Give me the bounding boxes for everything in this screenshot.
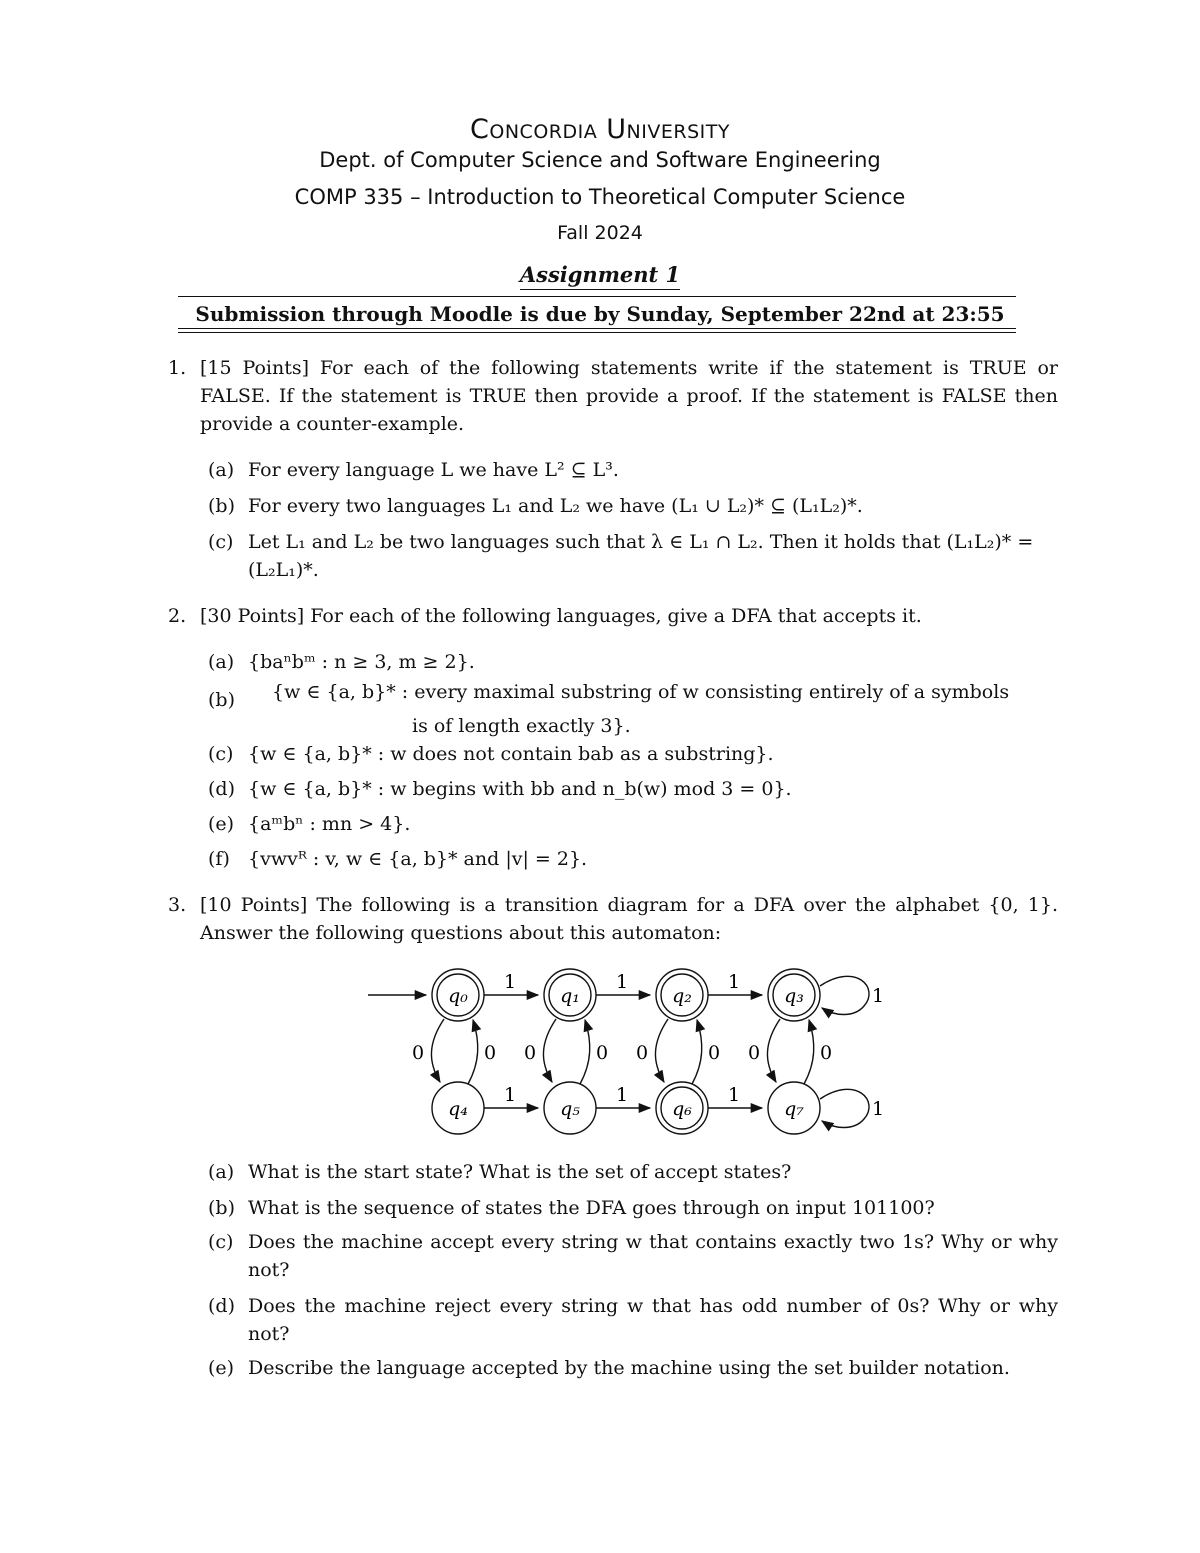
question-text: [15 Points] For each of the following statements write if the statement is TRUE or FALSE. If the statement is TRUE then provide a proof. If the statement is FALSE then provide a counter-example. <box>200 357 1058 435</box>
part-text: {aᵐbⁿ : mn > 4}. <box>248 813 411 835</box>
label-q1-q2: 1 <box>616 971 629 993</box>
state-q3 <box>768 969 820 1021</box>
label-q6-q7: 1 <box>728 1084 741 1106</box>
question-2-part-d <box>208 775 1058 803</box>
dfa-diagram <box>360 958 900 1148</box>
question-2-part-c <box>208 740 1058 768</box>
top-transitions <box>484 971 762 995</box>
loop-q3 <box>820 976 869 1014</box>
part-label: (a) <box>208 1161 235 1183</box>
label-q3-q7: 0 <box>748 1042 761 1064</box>
label-loop-q3: 1 <box>872 985 885 1007</box>
label-q0-q1: 1 <box>504 971 517 993</box>
state-label: q₁ <box>560 985 580 1007</box>
question-1-part-c <box>208 528 1058 584</box>
rule-bottom-2 <box>178 332 1016 333</box>
part-label: (e) <box>208 813 235 835</box>
question-1-part-b <box>208 492 1058 520</box>
part-text: For every language L we have L² ⊆ L³. <box>248 459 619 481</box>
question-2-part-f <box>208 845 1058 873</box>
state-q4 <box>432 1082 484 1134</box>
bottom-transitions <box>484 1084 762 1108</box>
label-q5-q6: 1 <box>616 1084 629 1106</box>
state-label: q₂ <box>672 985 692 1007</box>
part-label: (b) <box>208 689 235 711</box>
question-3-part-e <box>208 1354 1058 1382</box>
question-3-part-c <box>208 1228 1058 1284</box>
edge-q3-q7 <box>767 1019 780 1082</box>
part-label: (f) <box>208 848 230 870</box>
question-number: 3. <box>168 894 187 916</box>
question-3-part-b <box>208 1194 1058 1222</box>
part-text: {baⁿbᵐ : n ≥ 3, m ≥ 2}. <box>248 651 475 673</box>
vertical-transitions <box>412 1019 832 1084</box>
label-q2-q3: 1 <box>728 971 741 993</box>
question-3-part-a <box>208 1158 1058 1186</box>
edge-q4-q0 <box>468 1020 478 1084</box>
state-q2 <box>656 969 708 1021</box>
part-label: (a) <box>208 459 235 481</box>
question-number: 1. <box>168 357 187 379</box>
course-title: COMP 335 – Introduction to Theoretical Computer Science <box>294 185 906 209</box>
label-q1-q5: 0 <box>524 1042 537 1064</box>
due-date: Submission through Moodle is due by Sunday, September 22nd at 23:55 <box>195 302 1005 326</box>
rule-bottom-1 <box>178 328 1016 329</box>
part-text: {w ∈ {a, b}* : w begins with bb and n_b(w) mod 3 = 0}. <box>248 778 792 800</box>
question-3-part-d <box>208 1292 1058 1348</box>
state-q6 <box>656 1082 708 1134</box>
question-3 <box>168 891 1058 947</box>
edge-q5-q1 <box>580 1020 590 1084</box>
edge-q0-q4 <box>431 1019 444 1082</box>
state-q1 <box>544 969 596 1021</box>
part-label: (c) <box>208 743 234 765</box>
edge-q1-q5 <box>543 1019 556 1082</box>
part-text-continued: is of length exactly 3}. <box>412 715 631 737</box>
part-label: (d) <box>208 1295 235 1317</box>
state-q5 <box>544 1082 596 1134</box>
loop-q7 <box>820 1089 869 1127</box>
state-q7 <box>768 1082 820 1134</box>
part-text: Let L₁ and L₂ be two languages such that λ ∈ L₁ ∩ L₂. Then it holds that (L₁L₂)* = (L₂L₁)*. <box>248 531 1034 581</box>
part-label: (d) <box>208 778 235 800</box>
question-2-part-a <box>208 648 1058 676</box>
term: Fall 2024 <box>557 222 643 244</box>
edge-q7-q3 <box>804 1020 814 1084</box>
part-label: (a) <box>208 651 235 673</box>
question-1 <box>168 354 1058 438</box>
rule-top <box>178 296 1016 297</box>
part-text: Describe the language accepted by the machine using the set builder notation. <box>248 1357 1010 1379</box>
part-label: (b) <box>208 495 235 517</box>
state-label: q₃ <box>784 985 804 1007</box>
part-text: What is the start state? What is the set of accept states? <box>248 1161 792 1183</box>
question-2-part-e <box>208 810 1058 838</box>
assignment-title <box>0 262 1200 287</box>
label-loop-q7: 1 <box>872 1098 885 1120</box>
question-text: [10 Points] The following is a transition diagram for a DFA over the alphabet {0, 1}. Answer the following questions about this automaton: <box>200 894 1058 944</box>
part-text: Does the machine accept every string w that contains exactly two 1s? Why or why not? <box>248 1231 1058 1281</box>
label-q6-q2: 0 <box>708 1042 721 1064</box>
part-label: (b) <box>208 1197 235 1219</box>
state-label: q₇ <box>784 1098 804 1120</box>
label-q2-q6: 0 <box>636 1042 649 1064</box>
university-title: Concordia University <box>470 114 730 145</box>
question-2-part-b <box>208 678 1058 740</box>
label-q7-q3: 0 <box>820 1042 833 1064</box>
state-label: q₄ <box>448 1098 468 1120</box>
state-label: q₀ <box>448 985 468 1007</box>
question-2 <box>168 602 1058 630</box>
edge-q2-q6 <box>655 1019 668 1082</box>
part-text: What is the sequence of states the DFA goes through on input 101100? <box>248 1197 935 1219</box>
assignment-title-text: Assignment 1 <box>520 262 680 290</box>
department-name: Dept. of Computer Science and Software Engineering <box>319 148 881 172</box>
label-q4-q5: 1 <box>504 1084 517 1106</box>
part-label: (e) <box>208 1357 235 1379</box>
part-text: Does the machine reject every string w that has odd number of 0s? Why or why not? <box>248 1295 1058 1345</box>
state-q0 <box>432 969 484 1021</box>
part-label: (c) <box>208 1231 234 1253</box>
part-text: {vwvᴿ : v, w ∈ {a, b}* and |v| = 2}. <box>248 848 588 870</box>
part-text: For every two languages L₁ and L₂ we have (L₁ ∪ L₂)* ⊆ (L₁L₂)*. <box>248 495 863 517</box>
part-label: (c) <box>208 531 234 553</box>
label-q5-q1: 0 <box>596 1042 609 1064</box>
label-q0-q4: 0 <box>412 1042 425 1064</box>
part-text: {w ∈ {a, b}* : w does not contain bab as a substring}. <box>248 743 774 765</box>
question-text: [30 Points] For each of the following languages, give a DFA that accepts it. <box>200 605 922 627</box>
label-q4-q0: 0 <box>484 1042 497 1064</box>
state-label: q₅ <box>560 1098 580 1120</box>
question-1-part-a <box>208 456 1058 484</box>
edge-q6-q2 <box>692 1020 702 1084</box>
state-label: q₆ <box>672 1098 692 1120</box>
part-text: {w ∈ {a, b}* : every maximal substring of w consisting entirely of a symbols <box>272 681 1010 703</box>
question-number: 2. <box>168 605 187 627</box>
